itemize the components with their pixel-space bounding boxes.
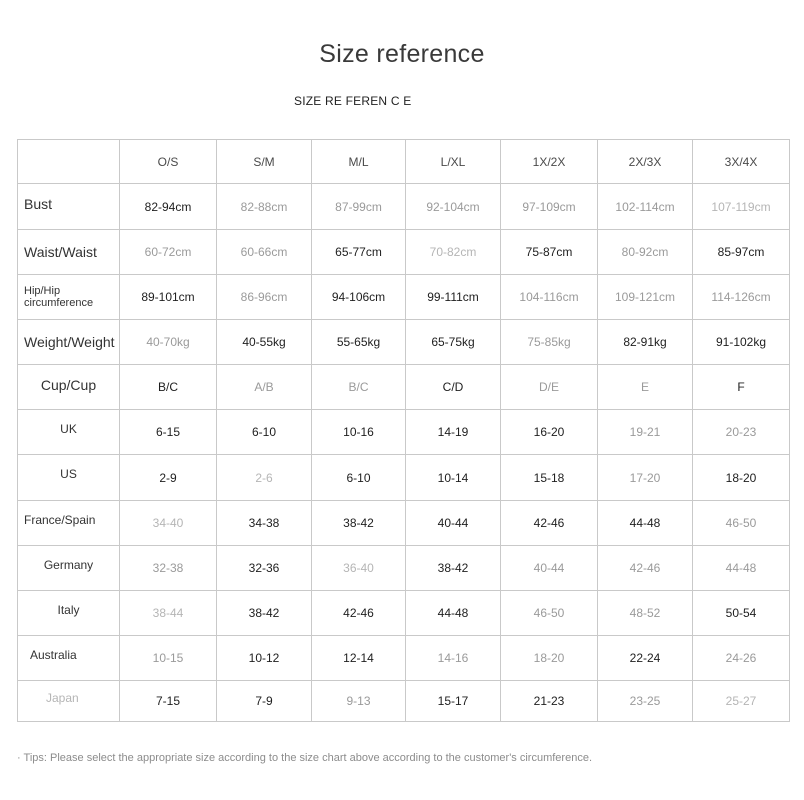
- table-cell: 42-46: [501, 501, 598, 546]
- table-cell: 109-121cm: [598, 275, 693, 320]
- table-cell: 114-126cm: [693, 275, 790, 320]
- table-cell: B/C: [312, 365, 406, 410]
- table-cell: 44-48: [693, 546, 790, 591]
- row-label-bust: Bust: [18, 184, 120, 230]
- table-cell: 12-14: [312, 636, 406, 681]
- table-cell: 2-9: [120, 455, 217, 501]
- table-cell: 82-88cm: [217, 184, 312, 230]
- table-cell: 19-21: [598, 410, 693, 455]
- table-cell: 70-82cm: [406, 230, 501, 275]
- table-cell: 21-23: [501, 681, 598, 722]
- row-label-cup: Cup/Cup: [18, 365, 120, 410]
- row-label-waist: Waist/Waist: [18, 230, 120, 275]
- table-cell: 82-94cm: [120, 184, 217, 230]
- header-corner-cell: [18, 140, 120, 184]
- table-cell: 32-38: [120, 546, 217, 591]
- table-cell: 40-70kg: [120, 320, 217, 365]
- row-label-us: US: [18, 455, 120, 501]
- table-row-germany: [18, 546, 790, 591]
- table-cell: 65-77cm: [312, 230, 406, 275]
- table-cell: 107-119cm: [693, 184, 790, 230]
- table-cell: 25-27: [693, 681, 790, 722]
- table-cell: 7-9: [217, 681, 312, 722]
- header-size-os: O/S: [120, 140, 217, 184]
- table-cell: 34-38: [217, 501, 312, 546]
- table-cell: 44-48: [406, 591, 501, 636]
- table-cell: 6-10: [217, 410, 312, 455]
- table-cell: E: [598, 365, 693, 410]
- header-size-sm: S/M: [217, 140, 312, 184]
- table-row-us: [18, 455, 790, 501]
- header-size-1x2x: 1X/2X: [501, 140, 598, 184]
- table-cell: 46-50: [501, 591, 598, 636]
- table-cell: 14-19: [406, 410, 501, 455]
- row-label-hip: Hip/Hip circumference: [18, 275, 120, 320]
- header-size-lxl: L/XL: [406, 140, 501, 184]
- table-row-bust: [18, 184, 790, 230]
- table-cell: 44-48: [598, 501, 693, 546]
- table-cell: 65-75kg: [406, 320, 501, 365]
- table-cell: 10-14: [406, 455, 501, 501]
- table-cell: 91-102kg: [693, 320, 790, 365]
- table-cell: 6-10: [312, 455, 406, 501]
- table-cell: 40-44: [406, 501, 501, 546]
- table-row-uk: [18, 410, 790, 455]
- table-cell: 102-114cm: [598, 184, 693, 230]
- table-row-australia: [18, 636, 790, 681]
- table-cell: 80-92cm: [598, 230, 693, 275]
- table-cell: 23-25: [598, 681, 693, 722]
- row-label-italy: Italy: [18, 591, 120, 636]
- table-cell: 85-97cm: [693, 230, 790, 275]
- table-cell: 97-109cm: [501, 184, 598, 230]
- table-cell: 34-40: [120, 501, 217, 546]
- table-row-france-spain: [18, 501, 790, 546]
- table-cell: 38-42: [406, 546, 501, 591]
- table-cell: 92-104cm: [406, 184, 501, 230]
- table-cell: 14-16: [406, 636, 501, 681]
- table-row-italy: [18, 591, 790, 636]
- row-label-france-spain: France/Spain: [18, 501, 120, 546]
- table-cell: 38-42: [312, 501, 406, 546]
- table-cell: 48-52: [598, 591, 693, 636]
- table-cell: 42-46: [312, 591, 406, 636]
- size-chart-table: [17, 139, 790, 722]
- row-label-australia: Australia: [18, 636, 120, 681]
- table-cell: 15-17: [406, 681, 501, 722]
- table-cell: 18-20: [693, 455, 790, 501]
- table-cell: 10-15: [120, 636, 217, 681]
- row-label-germany: Germany: [18, 546, 120, 591]
- table-cell: 89-101cm: [120, 275, 217, 320]
- table-row-japan: [18, 681, 790, 722]
- table-cell: 104-116cm: [501, 275, 598, 320]
- table-cell: C/D: [406, 365, 501, 410]
- table-cell: 18-20: [501, 636, 598, 681]
- table-cell: 36-40: [312, 546, 406, 591]
- table-cell: 75-85kg: [501, 320, 598, 365]
- table-cell: 46-50: [693, 501, 790, 546]
- table-cell: 99-111cm: [406, 275, 501, 320]
- row-label-weight: Weight/Weight: [18, 320, 120, 365]
- table-cell: 2-6: [217, 455, 312, 501]
- table-cell: 55-65kg: [312, 320, 406, 365]
- table-cell: 9-13: [312, 681, 406, 722]
- table-cell: 10-16: [312, 410, 406, 455]
- header-size-2x3x: 2X/3X: [598, 140, 693, 184]
- row-label-japan: Japan: [18, 681, 120, 722]
- table-cell: 50-54: [693, 591, 790, 636]
- table-cell: 15-18: [501, 455, 598, 501]
- table-row-weight: [18, 320, 790, 365]
- table-cell: 38-42: [217, 591, 312, 636]
- table-cell: 22-24: [598, 636, 693, 681]
- table-cell: 94-106cm: [312, 275, 406, 320]
- page-title: Size reference: [319, 40, 485, 68]
- table-cell: 60-72cm: [120, 230, 217, 275]
- table-cell: 60-66cm: [217, 230, 312, 275]
- tips-note: · Tips: Please select the appropriate size according to the size chart above according to the customer's circumference.: [17, 752, 592, 764]
- header-size-3x4x: 3X/4X: [693, 140, 790, 184]
- table-cell: 24-26: [693, 636, 790, 681]
- table-cell: 20-23: [693, 410, 790, 455]
- table-header-row: [18, 140, 790, 184]
- table-cell: 17-20: [598, 455, 693, 501]
- table-cell: B/C: [120, 365, 217, 410]
- table-cell: 40-44: [501, 546, 598, 591]
- table-cell: 75-87cm: [501, 230, 598, 275]
- table-cell: 87-99cm: [312, 184, 406, 230]
- table-cell: 86-96cm: [217, 275, 312, 320]
- table-row-waist: [18, 230, 790, 275]
- table-cell: 40-55kg: [217, 320, 312, 365]
- table-cell: 32-36: [217, 546, 312, 591]
- table-cell: 10-12: [217, 636, 312, 681]
- row-label-uk: UK: [18, 410, 120, 455]
- table-cell: 82-91kg: [598, 320, 693, 365]
- table-cell: 6-15: [120, 410, 217, 455]
- table-row-cup: [18, 365, 790, 410]
- page-subtitle: SIZE RE FEREN C E: [294, 94, 412, 108]
- header-size-ml: M/L: [312, 140, 406, 184]
- table-cell: 16-20: [501, 410, 598, 455]
- table-cell: 38-44: [120, 591, 217, 636]
- table-cell: A/B: [217, 365, 312, 410]
- table-row-hip: [18, 275, 790, 320]
- table-cell: 7-15: [120, 681, 217, 722]
- table-cell: 42-46: [598, 546, 693, 591]
- table-cell: D/E: [501, 365, 598, 410]
- table-cell: F: [693, 365, 790, 410]
